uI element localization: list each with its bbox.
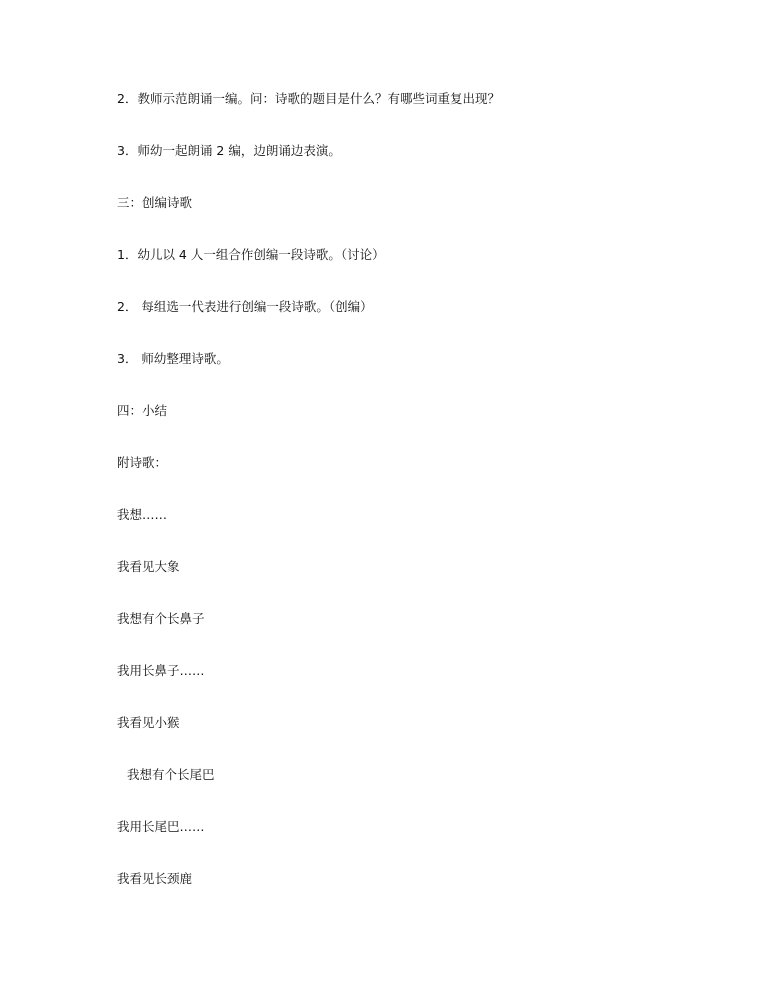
step-2-representative: 2． 每组选一代表进行创编一段诗歌。（创编） <box>117 299 373 314</box>
poem-line: 我看见小猴 <box>117 715 180 730</box>
step-3-recite-together: 3．师幼一起朗诵 2 编，边朗诵边表演。 <box>117 143 341 158</box>
poem-line-title: 我想…… <box>117 507 168 522</box>
poem-line: 我用长鼻子…… <box>117 663 205 678</box>
poem-line: 我用长尾巴…… <box>117 819 205 834</box>
section-4-heading: 四：小结 <box>117 403 168 418</box>
poem-line: 我想有个长鼻子 <box>117 611 205 626</box>
step-3-organize-poem: 3． 师幼整理诗歌。 <box>117 351 229 366</box>
appendix-poem-label: 附诗歌： <box>117 455 168 470</box>
step-2-teacher-recite: 2．教师示范朗诵一编。问：诗歌的题目是什么？有哪些词重复出现？ <box>117 91 500 106</box>
poem-line: 我看见大象 <box>117 559 180 574</box>
poem-line: 我想有个长尾巴 <box>127 767 215 782</box>
section-3-heading: 三：创编诗歌 <box>117 195 193 210</box>
step-1-group-create: 1．幼儿以 4 人一组合作创编一段诗歌。（讨论） <box>117 247 385 262</box>
poem-line: 我看见长颈鹿 <box>117 871 193 886</box>
